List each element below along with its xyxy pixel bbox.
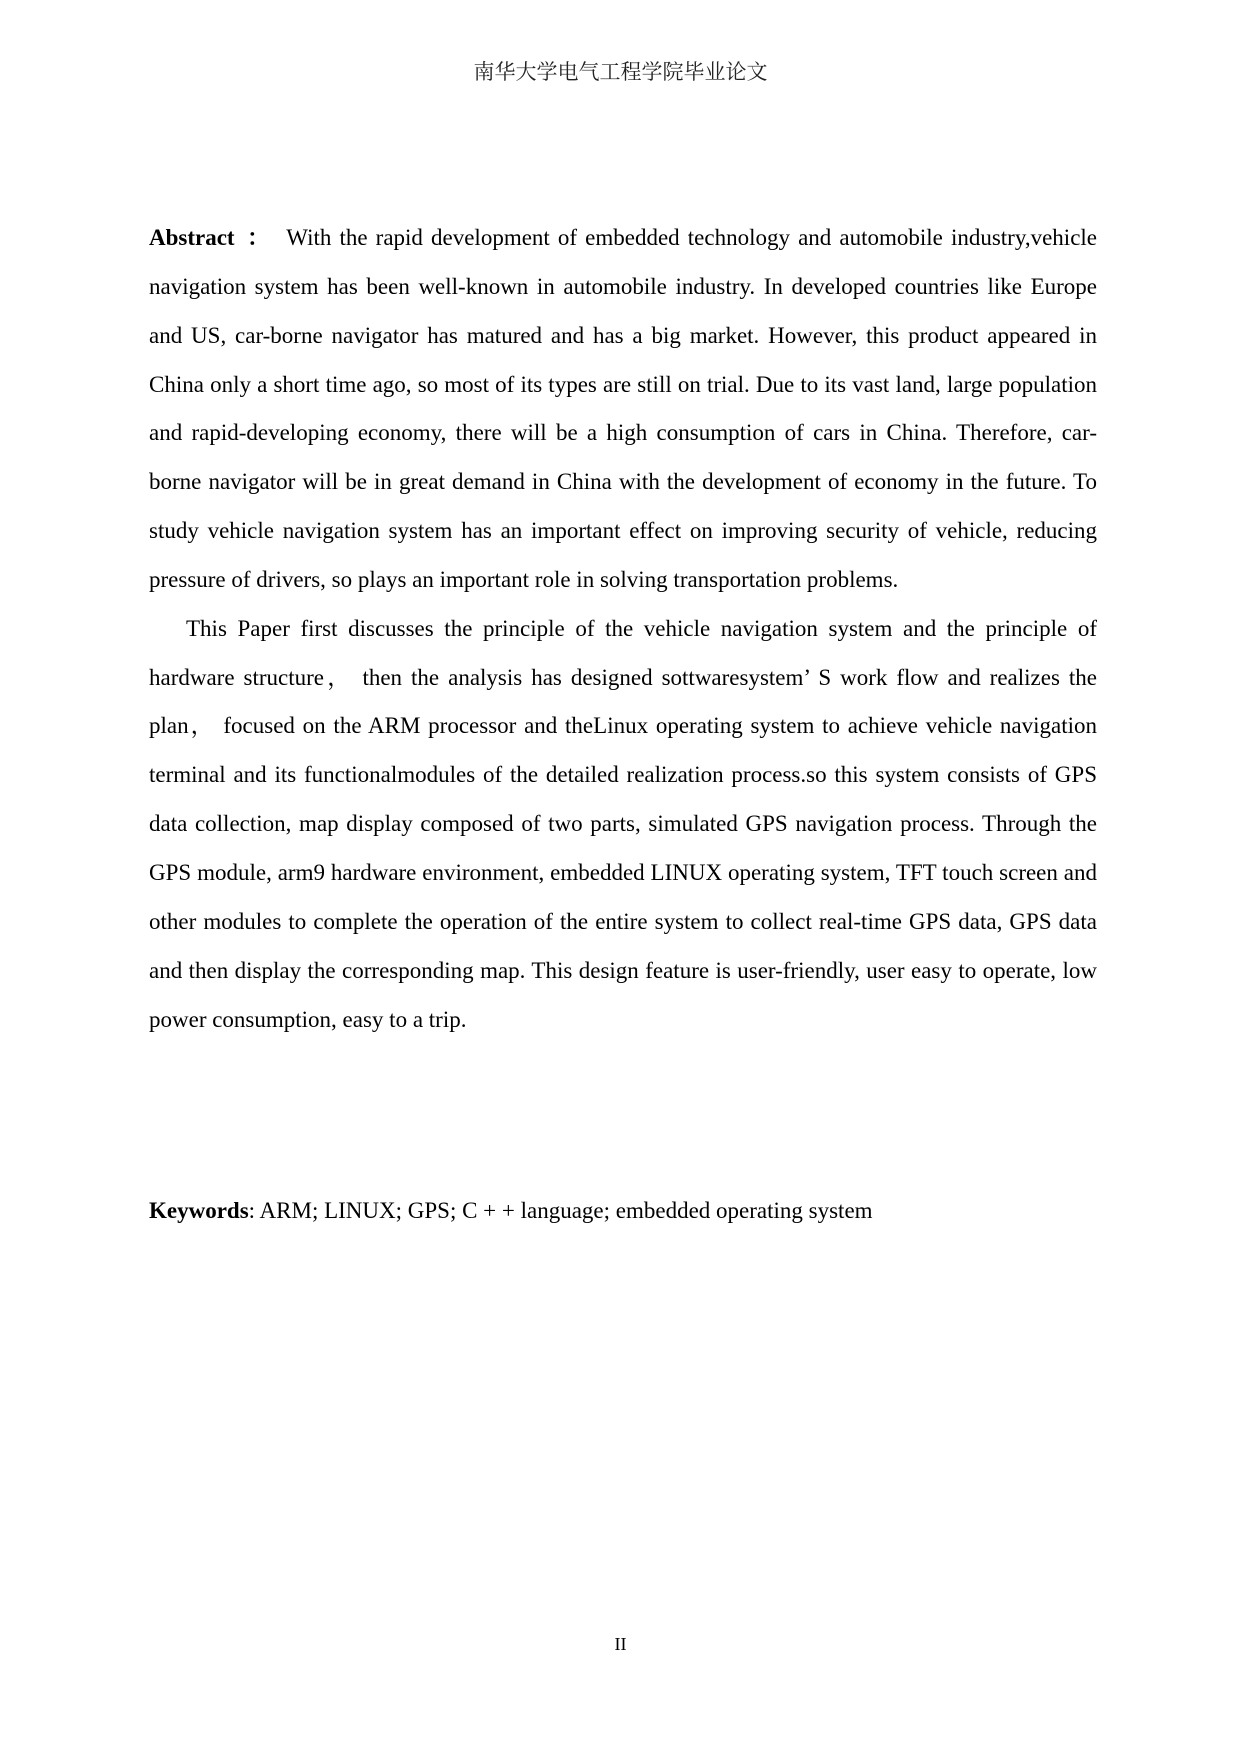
page-number: II — [614, 1634, 627, 1654]
abstract-section — [149, 214, 1097, 1044]
abstract-paragraph-2: This Paper first discusses the principle of the vehicle navigation system and the principle of hardware structure， then the analysis has designed sottwaresystem’ S work flow and realizes the plan， focused on the ARM processor and theLinux operating system to achieve vehicle navigation terminal and its functionalmodules of the detailed realization process.so this system consists of GPS data collection, map display composed of two parts, simulated GPS navigation process. Through the GPS module, arm9 hardware environment, embedded LINUX operating system, TFT touch screen and other modules to complete the operation of the entire system to collect real-time GPS data, GPS data and then display the corresponding map. This design feature is user-friendly, user easy to operate, low power consumption, easy to a trip. — [149, 615, 1097, 1032]
abstract-text-1: With the rapid development of embedded technology and automobile industry,vehicle navigation system has been well-known in automobile industry. In developed countries like Europe and US, car-borne navigator has matured and has a big market. However, this product appeared in China only a short time ago, so most of its types are still on trial. Due to its vast land, large population and rapid-developing economy, there will be a high consumption of cars in China. Therefore, car-borne navigator will be in great demand in China with the development of economy in the future. To study vehicle navigation system has an important effect on improving security of vehicle, reducing pressure of drivers, so plays an important role in solving transportation problems. — [149, 225, 1097, 592]
running-header: 南华大学电气工程学院毕业论文 — [473, 60, 768, 84]
keywords-text: : ARM; LINUX; GPS; C + + language; embedded operating system — [248, 1198, 873, 1223]
keywords-label: Keywords — [149, 1198, 249, 1223]
keywords-line — [149, 1187, 1097, 1235]
abstract-colon: ： — [244, 225, 273, 250]
abstract-paragraph-1 — [149, 214, 1097, 605]
abstract-label: Abstract — [149, 225, 235, 250]
